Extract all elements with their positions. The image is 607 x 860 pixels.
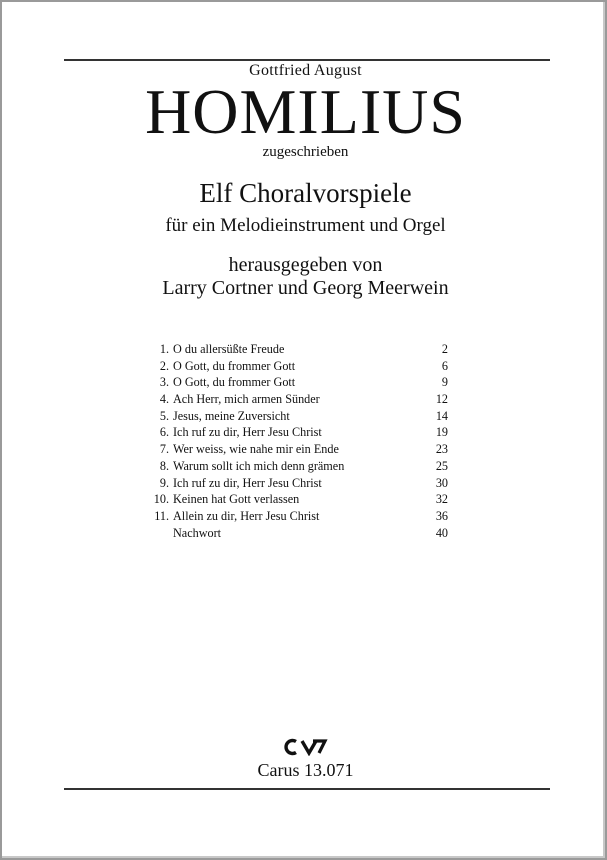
toc-entry-title: Keinen hat Gott verlassen xyxy=(173,492,300,507)
toc-entry-page: 19 xyxy=(435,425,448,440)
toc-entry-number: 11. xyxy=(154,508,169,523)
toc-entry xyxy=(152,408,448,425)
toc-entry-title: Jesus, meine Zuversicht xyxy=(173,408,290,423)
top-rule xyxy=(64,59,550,61)
catalog-number: Carus 13.071 xyxy=(257,760,354,780)
toc-entry-page: 40 xyxy=(435,525,448,540)
toc-entry-page: 6 xyxy=(441,358,448,373)
toc-entry-page: 30 xyxy=(435,475,448,490)
toc-entry-title: Allein zu dir, Herr Jesu Christ xyxy=(173,508,320,523)
work-subtitle: für ein Melodieinstrument und Orgel xyxy=(165,215,446,236)
toc-entry xyxy=(152,491,448,508)
toc-entry-title: Warum sollt ich mich denn grämen xyxy=(173,458,345,473)
toc-entry xyxy=(152,358,448,375)
score-cover-page xyxy=(2,2,605,858)
toc-entry xyxy=(152,374,448,391)
toc-entry xyxy=(152,441,448,458)
toc-entry-number: 8. xyxy=(159,458,169,473)
toc-entry xyxy=(152,475,448,492)
toc-entry-number: 10. xyxy=(153,492,169,507)
toc-entry xyxy=(152,341,448,358)
toc-entry-page: 14 xyxy=(435,408,448,423)
toc-entry-page: 12 xyxy=(435,392,448,407)
composer-first-name: Gottfried August xyxy=(249,62,362,79)
toc-entry-title: Nachwort xyxy=(173,525,222,540)
toc-entry xyxy=(152,525,448,542)
toc-entry xyxy=(152,508,448,525)
toc-entry xyxy=(152,391,448,408)
carus-logo-icon xyxy=(282,738,328,756)
toc-entry-page: 25 xyxy=(435,458,448,473)
table-of-contents xyxy=(152,341,448,541)
work-title: Elf Choralvorspiele xyxy=(199,178,412,208)
toc-entry-page: 2 xyxy=(441,342,448,356)
toc-entry-number: 6. xyxy=(159,425,169,440)
toc-entry xyxy=(152,424,448,441)
toc-entry-title: Ich ruf zu dir, Herr Jesu Christ xyxy=(173,475,322,490)
toc-entry-page: 9 xyxy=(441,375,448,390)
composer-last-name: HOMILIUS xyxy=(145,76,466,147)
toc-entry-title: O du allersüßte Freude xyxy=(173,342,285,356)
toc-entry-number: 1. xyxy=(159,342,169,356)
toc-entry-page: 36 xyxy=(435,508,448,523)
toc-entry-number: 4. xyxy=(159,392,169,407)
attribution-note: zugeschrieben xyxy=(262,144,349,160)
toc-entry-title: O Gott, du frommer Gott xyxy=(173,358,296,373)
toc-entry-number: 3. xyxy=(159,375,169,390)
toc-entry-page: 32 xyxy=(435,492,448,507)
toc-entry-number: 5. xyxy=(159,408,169,423)
toc-entry-title: O Gott, du frommer Gott xyxy=(173,375,296,390)
toc-entry-number: 7. xyxy=(159,442,169,457)
toc-entry-number: 2. xyxy=(159,358,169,373)
toc-entry-title: Ach Herr, mich armen Sünder xyxy=(173,392,320,407)
toc-entry-title: Wer weiss, wie nahe mir ein Ende xyxy=(173,442,339,457)
toc-entry-title: Ich ruf zu dir, Herr Jesu Christ xyxy=(173,425,322,440)
toc-entry-number xyxy=(152,525,169,542)
bottom-rule xyxy=(64,788,550,790)
editor-label: herausgegeben von xyxy=(228,254,383,276)
toc-entry-page: 23 xyxy=(435,442,448,457)
toc-entry xyxy=(152,458,448,475)
editor-names: Larry Cortner und Georg Meerwein xyxy=(162,277,449,299)
toc-entry-number: 9. xyxy=(159,475,169,490)
